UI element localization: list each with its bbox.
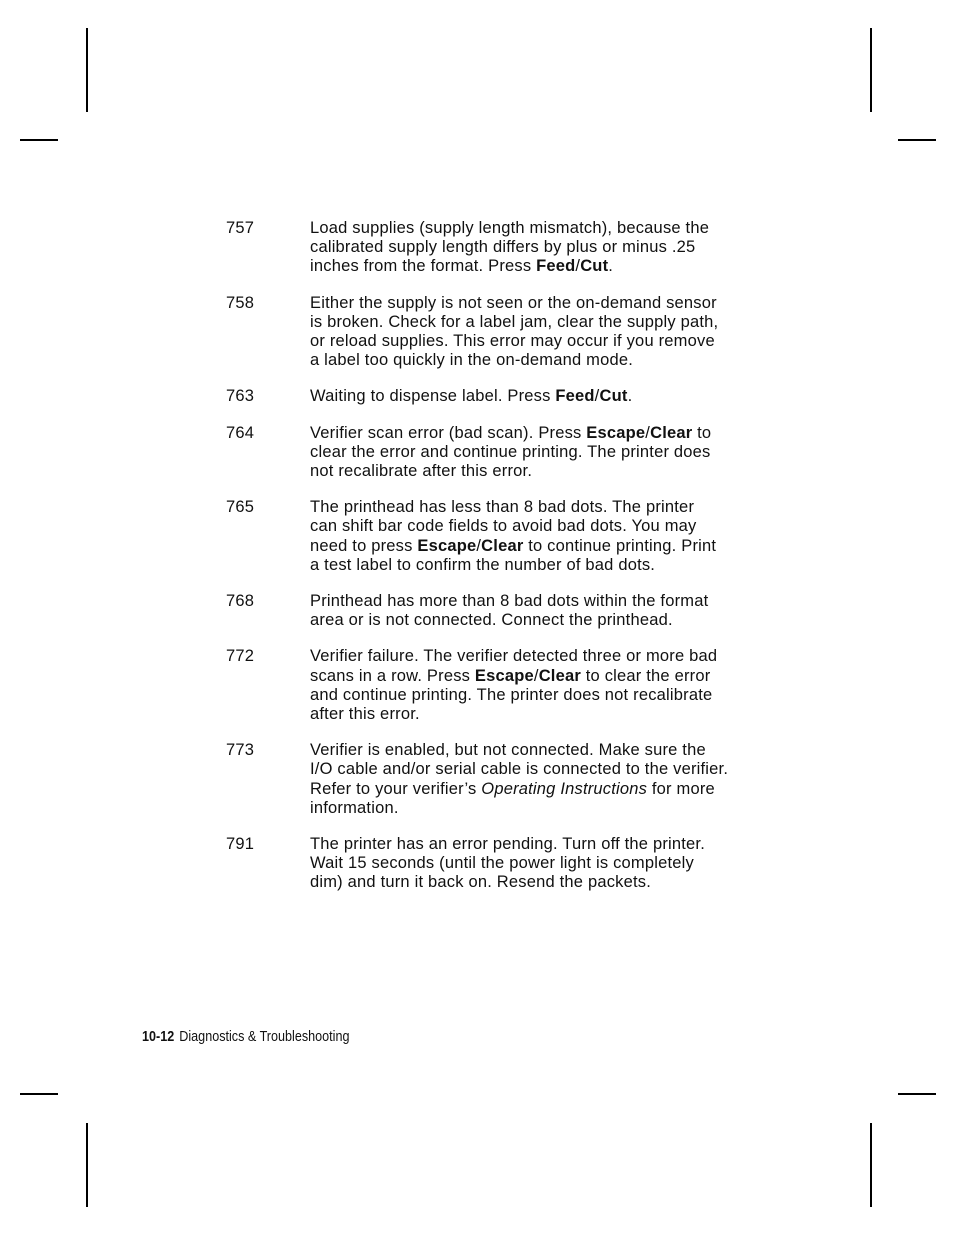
section-title: Diagnostics & Troubleshooting xyxy=(179,1028,350,1045)
text-run: Verifier failure. The verifier detected three or more bad xyxy=(310,647,718,666)
document-title: Operating Instructions xyxy=(481,779,648,798)
text-run: a test label to confirm the number of bad dots. xyxy=(310,555,656,574)
crop-mark-bottom-left-vertical xyxy=(86,1123,88,1207)
text-run: after this error. xyxy=(310,705,420,724)
crop-mark-top-left-vertical xyxy=(86,28,88,112)
error-description xyxy=(310,294,790,371)
key-name: Cut xyxy=(580,257,609,276)
error-code: 763 xyxy=(226,387,255,406)
error-code: 772 xyxy=(226,647,255,666)
error-description xyxy=(310,647,790,724)
error-entry-764 xyxy=(0,424,954,482)
description-line xyxy=(310,799,790,818)
text-run: calibrated supply length differs by plus or minus .25 xyxy=(310,238,696,257)
description-line xyxy=(310,332,790,351)
text-run: Verifier is enabled, but not connected. Make sure the xyxy=(310,741,706,760)
error-description xyxy=(310,592,790,630)
text-run: not recalibrate after this error. xyxy=(310,462,533,481)
text-run: Load supplies (supply length mismatch), because the xyxy=(310,219,710,237)
text-run: Refer to your verifier’s xyxy=(310,779,482,798)
error-entry-768 xyxy=(0,592,954,630)
description-line xyxy=(310,387,790,406)
description-line xyxy=(310,498,790,517)
text-run: scans in a row. Press xyxy=(310,666,475,685)
key-name: Escape xyxy=(586,423,646,442)
error-entry-772 xyxy=(0,647,954,724)
description-line xyxy=(310,443,790,462)
description-line xyxy=(310,854,790,873)
error-entry-763 xyxy=(0,387,954,406)
text-run: is broken. Check for a label jam, clear the supply path, xyxy=(310,312,719,331)
text-run: inches from the format. Press xyxy=(310,257,537,276)
description-line xyxy=(310,741,790,760)
error-description xyxy=(310,219,790,277)
text-run: need to press xyxy=(310,536,418,555)
text-run: . xyxy=(608,257,614,276)
text-run: . xyxy=(627,387,633,406)
description-line xyxy=(310,294,790,313)
description-line xyxy=(310,351,790,370)
key-name: Clear xyxy=(481,536,524,555)
description-line xyxy=(310,705,790,724)
key-name: Cut xyxy=(599,387,628,406)
description-line xyxy=(310,667,790,686)
text-run: / xyxy=(594,387,600,406)
error-description xyxy=(310,835,790,893)
text-run: / xyxy=(476,536,482,555)
text-run: dim) and turn it back on. Resend the packets. xyxy=(310,873,652,892)
text-run: or reload supplies. This error may occur if you remove xyxy=(310,332,715,351)
error-description xyxy=(310,741,790,818)
text-run: Either the supply is not seen or the on-demand sensor xyxy=(310,293,717,312)
description-line xyxy=(310,647,790,666)
error-entry-773 xyxy=(0,741,954,818)
text-run: / xyxy=(645,423,651,442)
error-entry-757 xyxy=(0,219,954,277)
text-run: to xyxy=(692,423,712,442)
error-code-list xyxy=(0,219,954,910)
error-description xyxy=(310,387,790,406)
text-run: I/O cable and/or serial cable is connected to the verifier. xyxy=(310,760,729,779)
description-line xyxy=(310,611,790,630)
key-name: Feed xyxy=(555,387,595,406)
description-line xyxy=(310,760,790,779)
description-line xyxy=(310,873,790,892)
text-run: to clear the error xyxy=(580,666,711,685)
description-line xyxy=(310,780,790,799)
text-run: and continue printing. The printer does not recalibrate xyxy=(310,685,713,704)
page-number: 10-12 xyxy=(142,1028,175,1045)
error-code: 764 xyxy=(226,423,255,442)
error-entry-791 xyxy=(0,835,954,893)
description-line xyxy=(310,462,790,481)
error-code: 768 xyxy=(226,592,255,611)
description-line xyxy=(310,219,790,238)
crop-mark-top-right-vertical xyxy=(870,28,872,112)
text-run: for more xyxy=(647,779,715,798)
text-run: Printhead has more than 8 bad dots within the format xyxy=(310,592,709,611)
error-entry-758 xyxy=(0,294,954,371)
text-run: Wait 15 seconds (until the power light is completely xyxy=(310,854,694,873)
description-line xyxy=(310,517,790,536)
description-line xyxy=(310,556,790,575)
error-description xyxy=(310,424,790,482)
page-footer xyxy=(142,1028,349,1045)
text-run: Verifier scan error (bad scan). Press xyxy=(310,423,587,442)
key-name: Feed xyxy=(536,257,576,276)
text-run: The printer has an error pending. Turn off the printer. xyxy=(310,835,706,854)
key-name: Clear xyxy=(538,666,581,685)
crop-mark-bottom-right-horizontal xyxy=(898,1093,936,1095)
description-line xyxy=(310,686,790,705)
crop-mark-bottom-left-horizontal xyxy=(20,1093,58,1095)
text-run: clear the error and continue printing. The printer does xyxy=(310,442,711,461)
description-line xyxy=(310,424,790,443)
key-name: Escape xyxy=(474,666,534,685)
description-line xyxy=(310,238,790,257)
text-run: The printhead has less than 8 bad dots. The printer xyxy=(310,498,695,517)
text-run: a label too quickly in the on-demand mode. xyxy=(310,351,634,370)
error-code: 758 xyxy=(226,293,255,312)
text-run: / xyxy=(575,257,581,276)
error-description xyxy=(310,498,790,575)
description-line xyxy=(310,592,790,611)
crop-mark-bottom-right-vertical xyxy=(870,1123,872,1207)
text-run: to continue printing. Print xyxy=(523,536,717,555)
error-code: 765 xyxy=(226,498,255,517)
description-line xyxy=(310,313,790,332)
key-name: Escape xyxy=(417,536,477,555)
text-run: / xyxy=(533,666,539,685)
error-code: 791 xyxy=(226,835,255,854)
description-line xyxy=(310,835,790,854)
description-line xyxy=(310,537,790,556)
description-line xyxy=(310,257,790,276)
text-run: Waiting to dispense label. Press xyxy=(310,387,556,406)
text-run: can shift bar code fields to avoid bad dots. You may xyxy=(310,517,697,536)
error-code: 773 xyxy=(226,741,255,760)
error-code: 757 xyxy=(226,219,255,237)
text-run: information. xyxy=(310,798,399,817)
crop-mark-top-right-horizontal xyxy=(898,139,936,141)
text-run: area or is not connected. Connect the printhead. xyxy=(310,611,673,630)
key-name: Clear xyxy=(650,423,693,442)
crop-mark-top-left-horizontal xyxy=(20,139,58,141)
error-entry-765 xyxy=(0,498,954,575)
